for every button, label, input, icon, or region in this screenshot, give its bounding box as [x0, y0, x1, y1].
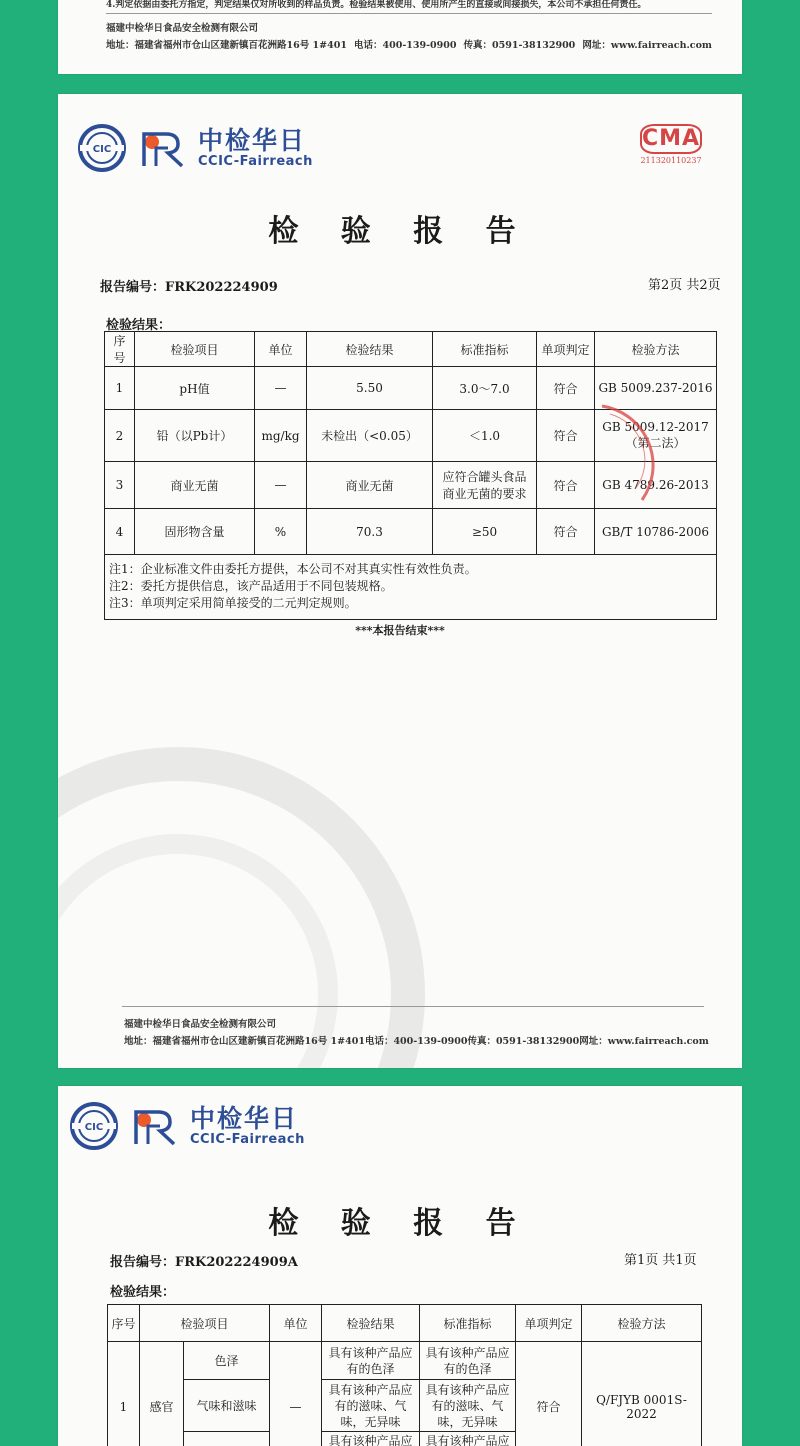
cell-judge: 符合 — [516, 1342, 582, 1446]
cell-result: 商业无菌 — [307, 462, 433, 509]
col-no: 序号 — [105, 332, 135, 367]
footer-rule — [122, 1006, 704, 1007]
col-result: 检验结果 — [322, 1305, 420, 1342]
col-judge: 单项判定 — [537, 332, 595, 367]
cell-subitem: 气味和滋味 — [184, 1380, 270, 1432]
cell-item: 商业无菌 — [135, 462, 255, 509]
cell-method: GB 5009.12-2017 （第二法） — [595, 410, 717, 462]
cell-method: GB/T 10786-2006 — [595, 509, 717, 555]
footer-website: 网址：www.fairreach.com — [579, 1033, 709, 1047]
note-1: 注1：企业标准文件由委托方提供，本公司不对其真实性有效性负责。 — [109, 561, 712, 578]
cell-unit: — — [255, 367, 307, 410]
page-number: 第2页 共2页 — [648, 274, 721, 293]
brand-name-en: CCIC-Fairreach — [198, 154, 313, 169]
col-item: 检验项目 — [140, 1305, 270, 1342]
cell-item: pH值 — [135, 367, 255, 410]
results-label: 检验结果： — [110, 1281, 175, 1300]
cell-unit: % — [255, 509, 307, 555]
col-standard: 标准指标 — [420, 1305, 516, 1342]
cell-judge: 符合 — [537, 462, 595, 509]
brand-name-en: CCIC-Fairreach — [190, 1132, 305, 1147]
cell-group: 感官 — [140, 1342, 184, 1446]
col-method: 检验方法 — [595, 332, 717, 367]
report-title: 检 验 报 告 — [58, 1198, 742, 1242]
footer-rule — [106, 13, 712, 14]
report-number: 报告编号：FRK202224909A — [110, 1251, 298, 1270]
col-standard: 标准指标 — [433, 332, 537, 367]
footer-phone: 电话：400-139-0900 — [365, 1033, 468, 1047]
cma-number: 211320110237 — [640, 156, 702, 165]
cell-result: 具有该种产品应有的滋味、气味，无异味 — [322, 1380, 420, 1432]
cell-unit: mg/kg — [255, 410, 307, 462]
note-2: 注2：委托方提供信息，该产品适用于不同包装规格。 — [109, 578, 712, 595]
cell-no: 1 — [105, 367, 135, 410]
footer-company: 福建中检华日食品安全检测有限公司 — [106, 20, 712, 34]
notes-row — [105, 555, 717, 620]
report-page-previous — [58, 0, 742, 74]
col-item: 检验项目 — [135, 332, 255, 367]
cic-logo-icon — [70, 1102, 118, 1150]
cell-item: 固形物含量 — [135, 509, 255, 555]
cic-logo-text: CIC — [85, 1122, 103, 1133]
cell-standard: 3.0～7.0 — [433, 367, 537, 410]
cell-no: 1 — [108, 1342, 140, 1446]
cell-no: 2 — [105, 410, 135, 462]
page-number: 第1页 共1页 — [624, 1249, 697, 1268]
cell-result: 70.3 — [307, 509, 433, 555]
table-row — [105, 410, 717, 462]
table-row — [105, 367, 717, 410]
footer-fax: 传真：0591-38132900 — [464, 37, 576, 51]
cell-method: GB 4789.26-2013 — [595, 462, 717, 509]
col-method: 检验方法 — [582, 1305, 702, 1342]
footer-address: 地址：福建省福州市仓山区建新镇百花洲路16号 1#401 — [124, 1033, 365, 1047]
cell-method: Q/FJYB 0001S-2022 — [582, 1342, 702, 1446]
cell-unit: — — [255, 462, 307, 509]
end-of-report: ***本报告结束*** — [58, 622, 742, 638]
cell-no: 4 — [105, 509, 135, 555]
header-logo — [70, 1102, 305, 1150]
brand-name-cn: 中检华日 — [198, 128, 313, 154]
report-page-2 — [58, 94, 742, 1068]
footer-website: 网址：www.fairreach.com — [582, 37, 712, 51]
cell-judge: 符合 — [537, 367, 595, 410]
cell-subitem: 色泽 — [184, 1342, 270, 1380]
results-label: 检验结果： — [106, 314, 171, 333]
cell-standard: 具有该种产品应 — [420, 1432, 516, 1446]
col-unit: 单位 — [270, 1305, 322, 1342]
cell-judge: 符合 — [537, 410, 595, 462]
cell-result: 具有该种产品应有的色泽 — [322, 1342, 420, 1380]
cell-result: 具有该种产品应 — [322, 1432, 420, 1446]
report-number: 报告编号：FRK202224909 — [100, 276, 278, 295]
cell-method: GB 5009.237-2016 — [595, 367, 717, 410]
cell-standard: 具有该种产品应有的色泽 — [420, 1342, 516, 1380]
footer-address: 地址：福建省福州市仓山区建新镇百花洲路16号 1#401 — [106, 37, 347, 51]
note-3: 注3：单项判定采用简单接受的二元判定规则。 — [109, 595, 712, 612]
table-row — [105, 509, 717, 555]
cell-judge: 符合 — [537, 509, 595, 555]
footer-phone: 电话：400-139-0900 — [354, 37, 457, 51]
cic-logo-text: CIC — [93, 144, 111, 155]
col-unit: 单位 — [255, 332, 307, 367]
cma-mark — [640, 124, 702, 165]
footer — [124, 1016, 706, 1047]
note-line: 4.判定依据由委托方指定，判定结果仅对所收到的样品负责。检验结果被使用、使用所产生的直接或间接损失，本公司不承担任何责任。 — [106, 0, 646, 10]
table-header-row — [105, 332, 717, 367]
header-logo — [78, 124, 313, 172]
cell-standard: ≥50 — [433, 509, 537, 555]
report-title: 检 验 报 告 — [58, 206, 742, 250]
notes-cell — [105, 555, 717, 620]
table-row — [108, 1342, 702, 1380]
cell-standard: 应符合罐头食品 商业无菌的要求 — [433, 462, 537, 509]
brand-name-cn: 中检华日 — [190, 1106, 305, 1132]
col-judge: 单项判定 — [516, 1305, 582, 1342]
cell-unit: — — [270, 1342, 322, 1446]
report-page-3 — [58, 1086, 742, 1446]
cell-result: 5.50 — [307, 367, 433, 410]
cell-no: 3 — [105, 462, 135, 509]
cell-result: 未检出（<0.05） — [307, 410, 433, 462]
footer-fax: 传真：0591-38132900 — [467, 1033, 579, 1047]
table-header-row — [108, 1305, 702, 1342]
col-result: 检验结果 — [307, 332, 433, 367]
cma-text: CMA — [640, 124, 702, 154]
results-table — [107, 1304, 702, 1446]
cell-standard: ＜1.0 — [433, 410, 537, 462]
table-row — [105, 462, 717, 509]
fairreach-logo-icon — [138, 128, 188, 168]
cell-standard: 具有该种产品应有的滋味、气味，无异味 — [420, 1380, 516, 1432]
footer — [106, 20, 712, 51]
footer-company: 福建中检华日食品安全检测有限公司 — [124, 1016, 706, 1030]
col-no: 序号 — [108, 1305, 140, 1342]
results-table — [104, 331, 717, 620]
fairreach-logo-icon — [130, 1106, 180, 1146]
cell-item: 铅（以Pb计） — [135, 410, 255, 462]
cic-logo-icon — [78, 124, 126, 172]
